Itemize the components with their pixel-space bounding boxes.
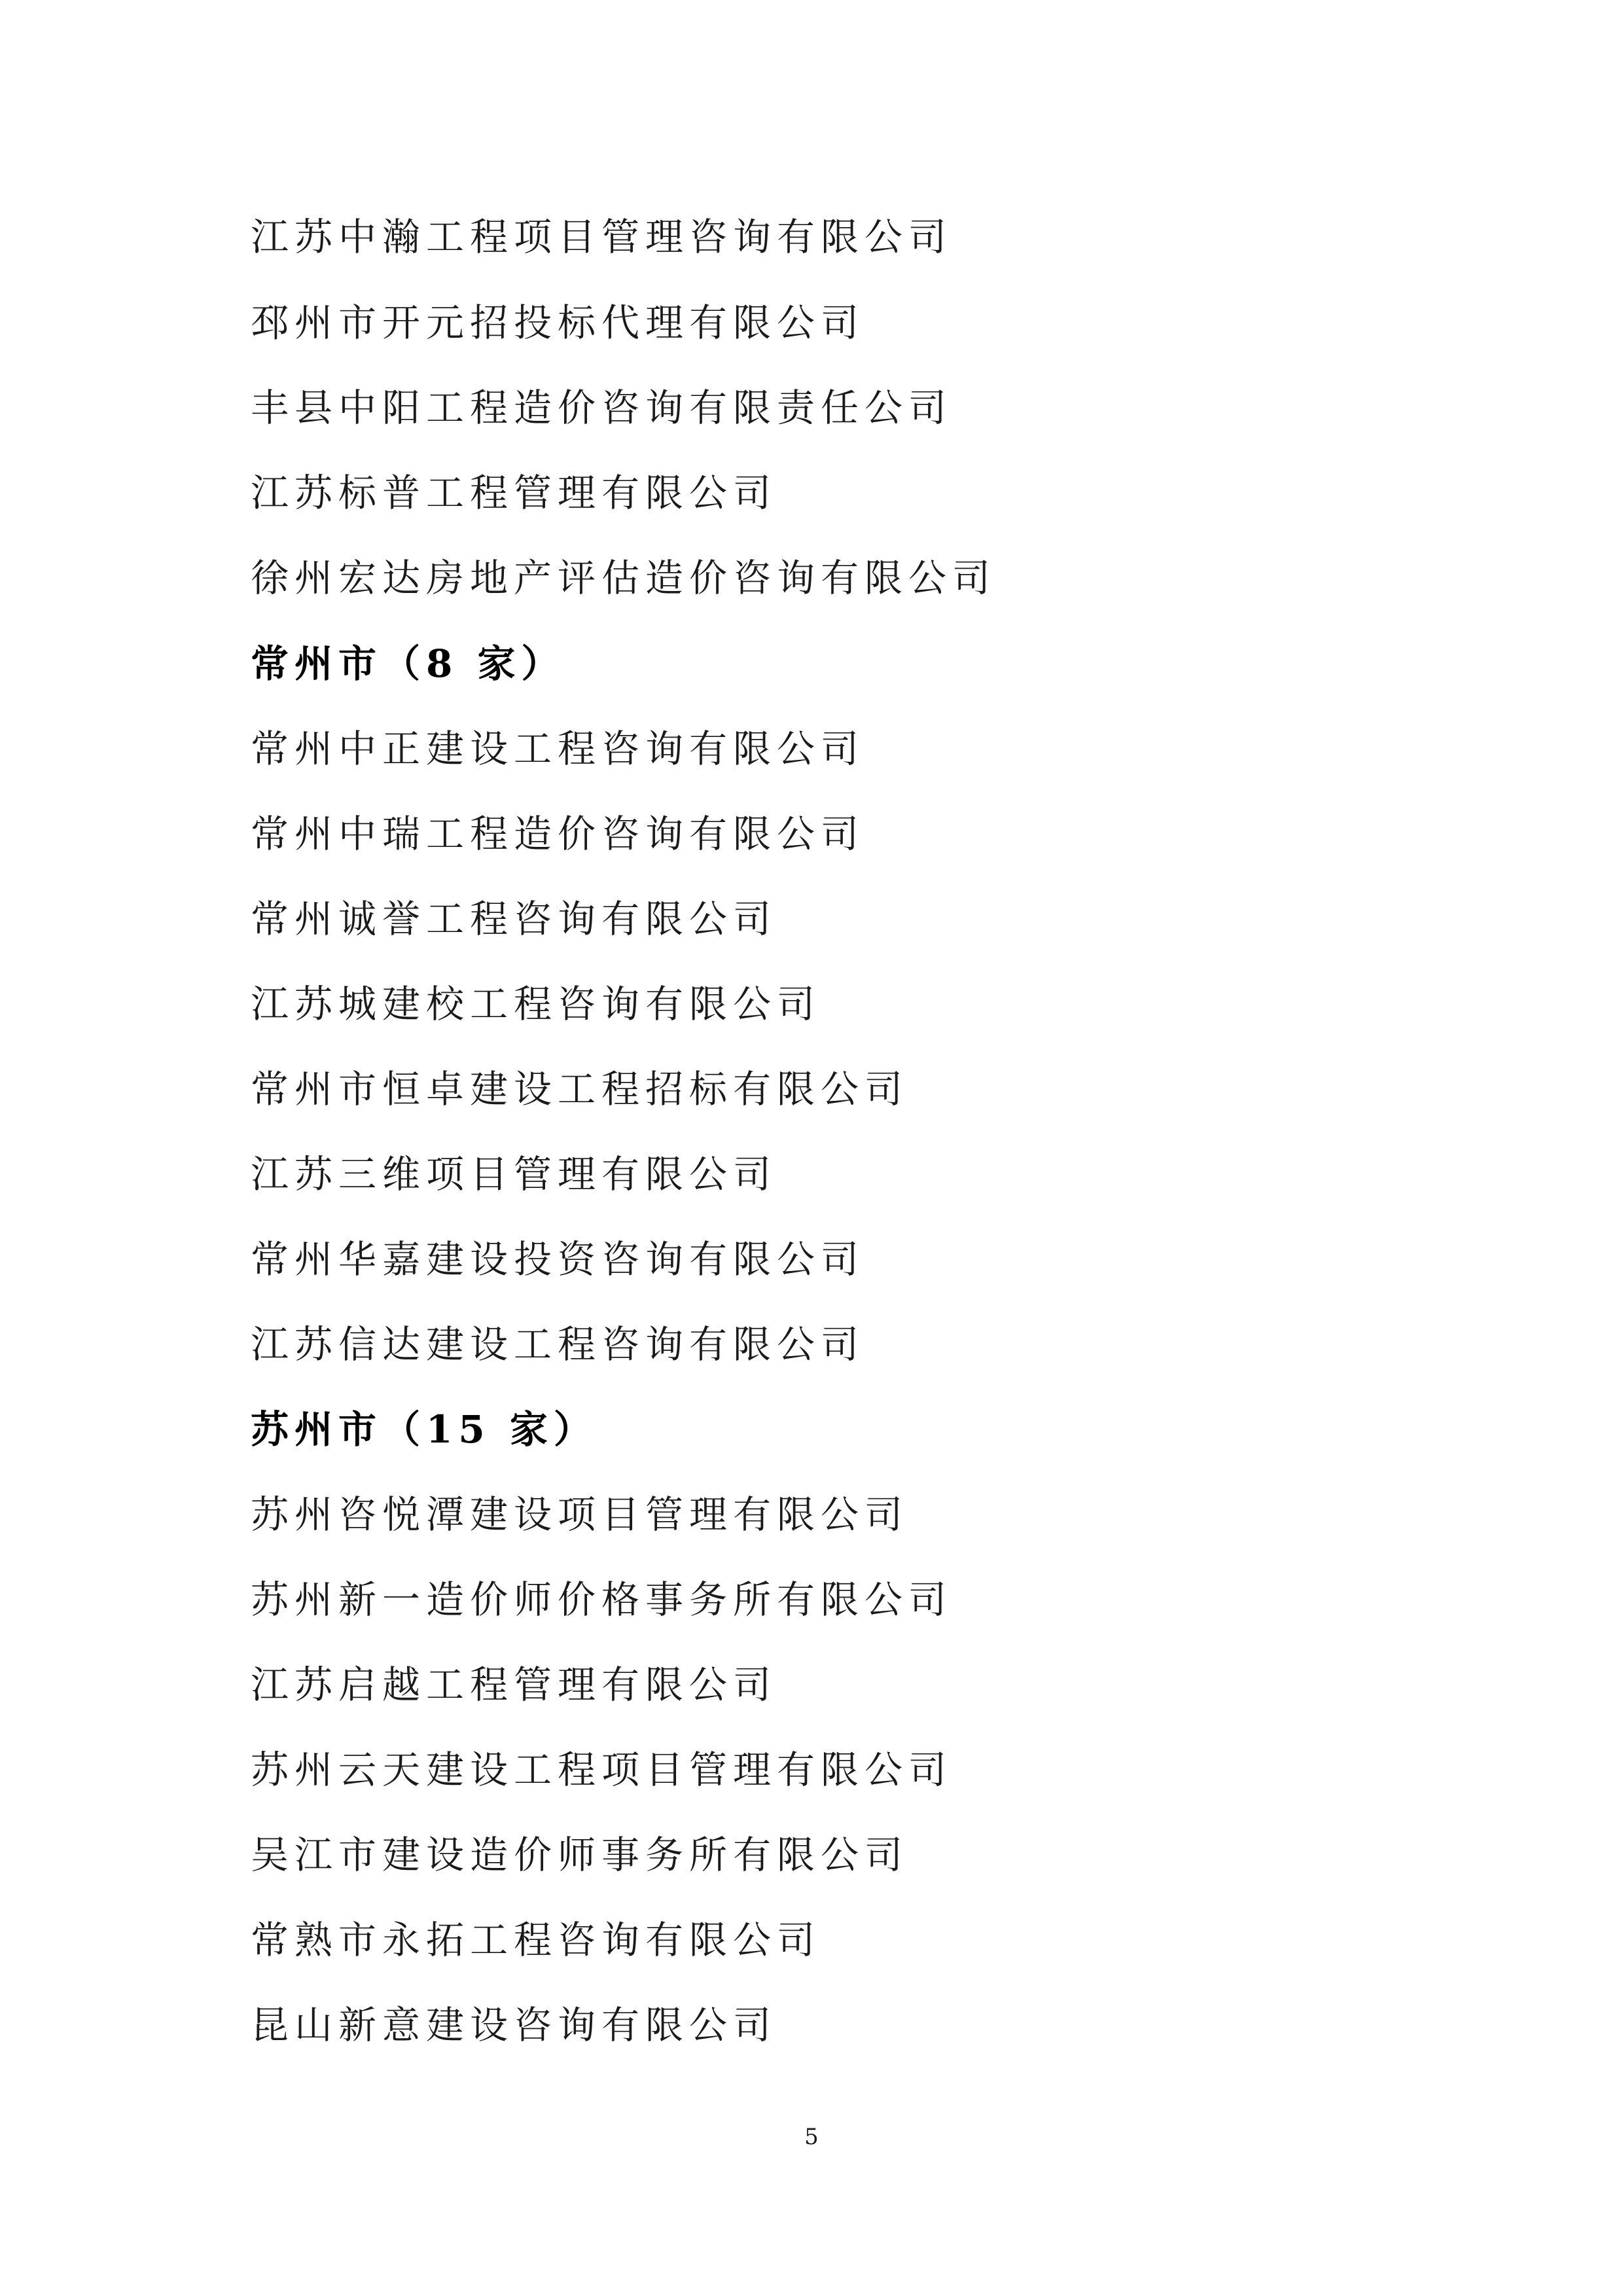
section-heading-changzhou: 常州市（8 家） — [251, 641, 565, 686]
company-name: 丰县中阳工程造价咨询有限责任公司 — [251, 386, 953, 430]
company-name: 苏州云天建设工程项目管理有限公司 — [251, 1748, 953, 1792]
company-name: 江苏三维项目管理有限公司 — [251, 1152, 777, 1196]
company-name: 江苏信达建设工程咨询有限公司 — [251, 1322, 865, 1367]
company-name: 江苏启越工程管理有限公司 — [251, 1662, 777, 1707]
company-name: 江苏标普工程管理有限公司 — [251, 471, 777, 515]
company-name: 常熟市永拓工程咨询有限公司 — [251, 1918, 821, 1962]
page-number: 5 — [804, 2124, 819, 2150]
company-name: 苏州新一造价师价格事务所有限公司 — [251, 1577, 953, 1622]
company-name: 昆山新意建设咨询有限公司 — [251, 2003, 777, 2047]
company-name: 邳州市开元招投标代理有限公司 — [251, 300, 865, 345]
company-name: 徐州宏达房地产评估造价咨询有限公司 — [251, 556, 997, 600]
company-name: 苏州咨悦潭建设项目管理有限公司 — [251, 1492, 909, 1537]
company-name: 吴江市建设造价师事务所有限公司 — [251, 1833, 909, 1877]
company-name: 常州诚誉工程咨询有限公司 — [251, 897, 777, 941]
company-name: 常州中瑞工程造价咨询有限公司 — [251, 812, 865, 856]
company-name: 常州市恒卓建设工程招标有限公司 — [251, 1067, 909, 1111]
company-name: 江苏城建校工程咨询有限公司 — [251, 982, 821, 1026]
company-name: 常州华嘉建设投资咨询有限公司 — [251, 1237, 865, 1282]
company-name: 常州中正建设工程咨询有限公司 — [251, 726, 865, 771]
company-name: 江苏中瀚工程项目管理咨询有限公司 — [251, 215, 953, 259]
section-heading-suzhou: 苏州市（15 家） — [251, 1407, 597, 1452]
